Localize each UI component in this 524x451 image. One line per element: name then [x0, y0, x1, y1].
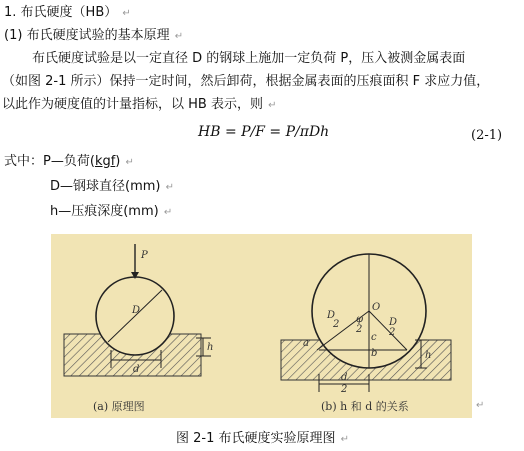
figure-drawing — [51, 234, 472, 418]
label-diameter: D — [132, 305, 141, 316]
paragraph-mark: ↵ — [268, 100, 277, 111]
paragraph-text-2: （如图 2-1 所示）保持一定时间，然后卸荷，根据金属表面的压痕面积 F 求应力值， — [2, 74, 490, 89]
label-half-width-b: 2 — [341, 384, 348, 395]
label-right-depth: h — [425, 350, 432, 361]
definition-p-unit: kgf — [94, 154, 116, 169]
definition-p — [4, 152, 134, 173]
label-indent-width: d — [133, 364, 140, 375]
label-depth: h — [207, 342, 214, 353]
label-p: P — [141, 250, 148, 261]
paragraph-mark: ↵ — [125, 157, 134, 168]
label-radius-b: 2 — [333, 319, 340, 330]
left-diagram — [64, 244, 213, 413]
paragraph-mark: ↵ — [476, 400, 485, 411]
paragraph-mark: ↵ — [165, 182, 175, 193]
paragraph-text-3: 以此作为硬度值的计量指标，以 HB 表示，则 — [2, 97, 263, 112]
definition-intro: 式中： — [4, 154, 44, 169]
right-caption: (b) h 和 d 的关系 — [321, 400, 409, 413]
label-a: a — [303, 338, 309, 349]
section-title: 布氏硬度（HB） — [20, 5, 118, 20]
section-number: 1. — [4, 5, 17, 20]
definition-h-text: h—压痕深度(mm) — [50, 204, 159, 219]
label-radius-a: D — [327, 310, 336, 321]
formula: HB = P/F = P/πDh — [198, 124, 330, 140]
label-half-diameter-a: D — [389, 317, 398, 328]
definition-d-text: D—钢球直径(mm) — [50, 179, 161, 194]
subsection-number: (1) — [4, 28, 23, 43]
figure-caption-text: 图 2-1 布氏硬度实验原理图 — [176, 431, 336, 446]
figure-caption — [176, 430, 349, 449]
left-caption: (a) 原理图 — [93, 400, 145, 413]
equation-number: (2-1) — [471, 128, 503, 143]
paragraph-mark: ↵ — [340, 434, 350, 445]
label-half-width-a: d — [341, 372, 348, 383]
label-half-diameter-b: 2 — [389, 327, 396, 338]
section-heading — [4, 3, 131, 24]
label-c: c — [371, 332, 377, 343]
paragraph-line-1 — [32, 49, 465, 69]
label-phi-b: 2 — [356, 324, 363, 335]
subsection-title: 布氏硬度试验的基本原理 — [26, 28, 170, 43]
definition-d — [50, 177, 174, 198]
paragraph-line-2 — [2, 72, 489, 92]
paragraph-mark: ↵ — [122, 8, 131, 19]
definition-h — [50, 202, 172, 223]
subsection-heading — [4, 26, 183, 47]
label-phi-a: φ — [356, 314, 364, 325]
paragraph-line-3 — [2, 95, 277, 116]
right-diagram — [281, 254, 451, 413]
paragraph-mark: ↵ — [174, 31, 184, 42]
label-b: b — [371, 348, 378, 359]
paragraph-text-1: 布氏硬度试验是以一定直径 D 的钢球上施加一定负荷 P，压入被测金属表面 — [32, 51, 466, 66]
label-center: O — [372, 302, 381, 313]
paragraph-mark: ↵ — [163, 207, 173, 218]
definition-p-prefix: P—负荷( — [43, 154, 95, 169]
brinell-principle-figure — [51, 234, 472, 418]
definition-p-suffix: ) — [115, 154, 121, 169]
